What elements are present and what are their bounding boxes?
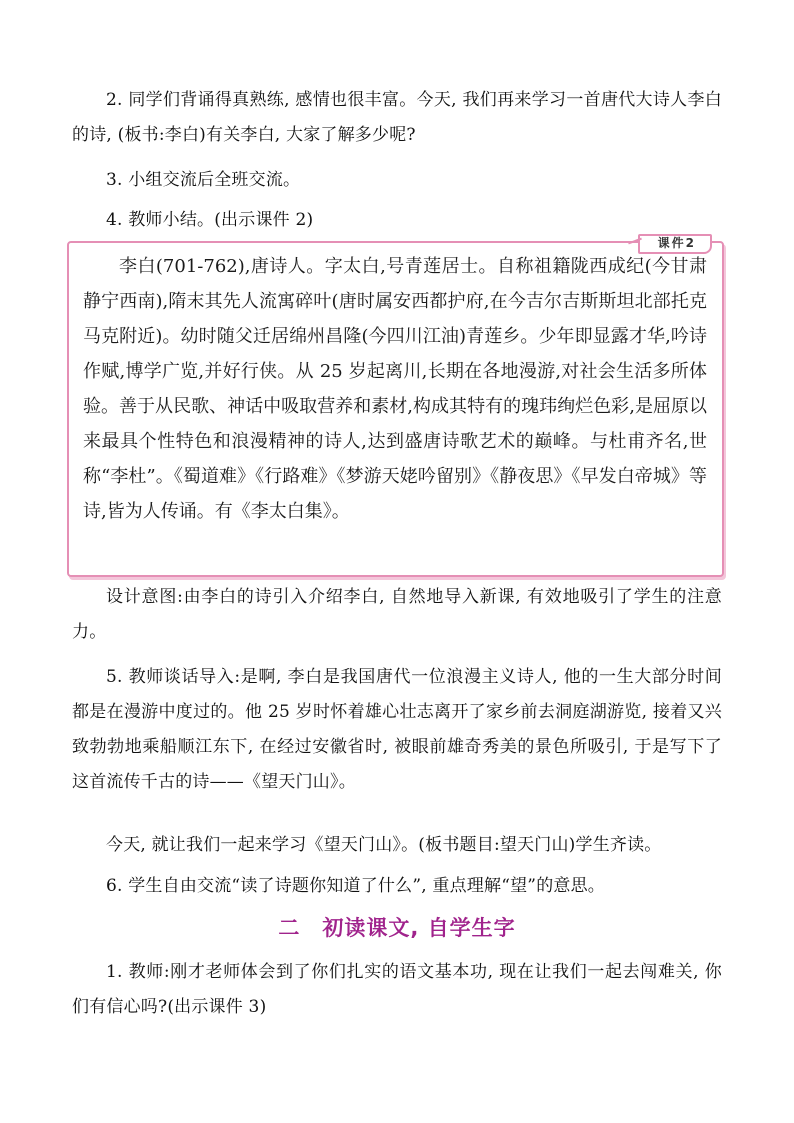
courseware-tag: 课件2 xyxy=(638,234,712,254)
paragraph-teacher-summary: 4. 教师小结。(出示课件 2) xyxy=(106,210,314,230)
paragraph-teacher-introduction: 5. 教师谈话导入:是啊, 李白是我国唐代一位浪漫主义诗人, 他的一生大部分时间都是在漫游中度过的。他 25 岁时怀着雄心壮志离开了家乡前去洞庭湖游览, 接着又兴致勃勃地乘船顺江东下, 在经过安徽省时, 被眼前雄奇秀美的景色所吸引, 于是写下了这首流传千古的诗——《望天门山》。 xyxy=(72,667,722,792)
paragraph-teacher-challenge: 1. 教师:刚才老师体会到了你们扎实的语文基本功, 现在让我们一起去闯难关, 你们有信心吗?(出示课件 3) xyxy=(72,962,722,1017)
paragraph-free-discussion: 6. 学生自由交流“读了诗题你知道了什么”, 重点理解“望”的意思。 xyxy=(106,876,605,896)
paragraph-intro-li-bai: 2. 同学们背诵得真熟练, 感情也很丰富。今天, 我们再来学习一首唐代大诗人李白的诗, (板书:李白)有关李白, 大家了解多少呢? xyxy=(72,90,722,145)
section-heading: 二 初读课文, 自学生字 xyxy=(278,916,516,940)
paragraph-group-discussion: 3. 小组交流后全班交流。 xyxy=(106,170,301,190)
paragraph-today-learning: 今天, 就让我们一起来学习《望天门山》。(板书题目:望天门山)学生齐读。 xyxy=(106,835,662,855)
paragraph-design-intent: 设计意图:由李白的诗引入介绍李白, 自然地导入新课, 有效地吸引了学生的注意力。 xyxy=(72,587,722,642)
courseware-box xyxy=(67,236,724,577)
courseware-text: 李白(701-762),唐诗人。字太白,号青莲居士。自称祖籍陇西成纪(今甘肃静宁西南),隋末其先人流寓碎叶(唐时属安西都护府,在今吉尔吉斯斯坦北部托克马克附近)。幼时随父迁居绵州昌隆(今四川江油)青莲乡。少年即显露才华,吟诗作赋,博学广览,并好行侠。从 25 岁起离川,长期在各地漫游,对社会生活多所体验。善于从民歌、神话中吸取营养和素材,构成其特有的瑰玮绚烂色彩,是屈原以来最具个性特色和浪漫精神的诗人,达到盛唐诗歌艺术的巅峰。与杜甫齐名,世称“李杜”。《蜀道难》《行路难》《梦游天姥吟留别》《静夜思》《早发白帝城》等诗,皆为人传诵。有《李太白集》。 xyxy=(83,256,707,522)
